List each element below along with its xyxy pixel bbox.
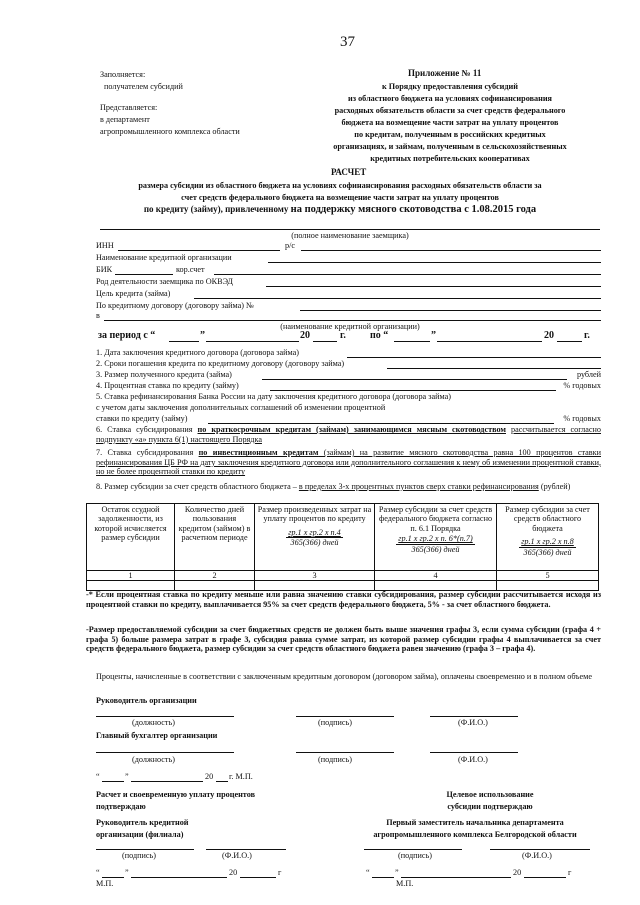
date-quote-close: ” [125, 772, 129, 781]
item-3-field[interactable] [262, 379, 567, 380]
table-header-cell: Количество дней пользования кредитом (займом) в расчетном периоде [175, 504, 255, 571]
confirm-right-1: Целевое использование [446, 790, 534, 799]
presented-label: Представляется: [100, 103, 158, 112]
period-year1: 20 [300, 330, 310, 341]
head-signature-caption: (подпись) [318, 718, 352, 727]
bottom-left-g: г [278, 868, 282, 877]
formula-col3: $\frac{\text{гр.1 х гр.2 х п.4}}{\text{365(366) дней}}$ [288, 527, 341, 548]
org-caption: (наименование кредитной организации) [280, 322, 420, 331]
purpose-label: Цель кредита (займа) [96, 289, 171, 298]
accountant-position-caption: (должность) [132, 755, 175, 764]
table-cell[interactable] [175, 581, 255, 591]
appendix-title: Приложение № 11 [408, 68, 482, 78]
item-4: 4. Процентная ставка по кредиту (займу) [96, 381, 239, 390]
deputy-fio-line[interactable] [490, 849, 590, 850]
kor-schet-field[interactable] [214, 274, 601, 275]
item-1-field[interactable] [347, 357, 601, 358]
table-header-cell: Размер произведенных затрат на уплату процентов по кредиту $\frac{\text{гр.1 х гр.2 х п.4}}{\text{365(366) дней}}$ [255, 504, 375, 571]
item-3-unit: рублей [576, 370, 601, 379]
filled-label: Заполняется: [100, 70, 146, 79]
appendix-line: к Порядку предоставления субсидий [382, 82, 518, 91]
bik-label: БИК [96, 265, 113, 274]
table-header-row [87, 504, 599, 571]
accountant-fio-caption: (Ф.И.О.) [458, 755, 488, 764]
formula-col4: $\frac{\text{гр.1 х гр.2 х п. 6*(п.7)}}{\text{365(366) дней}}$ [398, 534, 473, 554]
accountant-label: Главный бухгалтер организации [96, 731, 218, 740]
period-from-month[interactable] [206, 341, 299, 342]
period-from-label: за период с “ [98, 330, 156, 341]
bottom-right-mp: М.П. [396, 879, 414, 888]
deputy-signature-line[interactable] [364, 849, 462, 850]
page-number: 37 [340, 34, 355, 50]
borrower-name-caption: (полное наименование заемщика) [291, 231, 409, 240]
period-g1: г. [340, 330, 346, 341]
table-header-cell: Размер субсидии за счет средств федерального бюджета согласно п. 6.1 Порядка $\frac{\text{гр.1 х гр.2 х п. 6*(п.7)}}{\text{365(366) дней}}$ [375, 504, 497, 571]
period-quote: ” [200, 330, 205, 341]
inn-label: ИНН [96, 241, 114, 250]
bank-name-field[interactable] [268, 262, 601, 263]
bank-fio-line[interactable] [206, 849, 286, 850]
item-4-unit: % годовых [563, 381, 601, 390]
bottom-left-mp: М.П. [96, 879, 114, 888]
okved-field[interactable] [266, 286, 601, 287]
presented-line1: в департамент [100, 115, 150, 124]
bank-head-2: организации (филиала) [96, 830, 184, 839]
bottom-quote-close: ” [395, 868, 399, 877]
accountant-fio-line[interactable] [430, 752, 518, 753]
deputy-2: агропромышленного комплекса Белгородской области [373, 830, 577, 839]
item-7: 7. Ставка субсидирования по инвестиционным кредитам (займам) на развитие мясного скотоводства равна 100 процентов ставки рефинансирования ЦБ РФ на дату заключения кредитного договора или дополнительного соглашения к нему об изменении процентной ставки, но не более процентной ставки по кредиту [96, 448, 601, 477]
head-fio-line[interactable] [430, 716, 518, 717]
column-number: 2 [175, 571, 255, 581]
date-year-field[interactable] [216, 781, 228, 782]
title-line3: по кредиту (займу), привлеченному на поддержку мясного скотоводства с 1.08.2015 года [143, 204, 537, 215]
note-3: Проценты, начисленные в соответствии с заключенным кредитным договором (договором займа), оплачены своевременно и в полном объеме [96, 672, 592, 681]
table-cell[interactable] [255, 581, 375, 591]
accountant-position-line[interactable] [96, 752, 234, 753]
table-header-cell: Размер субсидии за счет средств областного бюджета $\frac{\text{гр.1 х гр.2 х п.8}}{\text{365(366) дней}}$ [497, 504, 599, 571]
bottom-quote-open: “ [366, 868, 370, 877]
confirm-left-2: подтверждаю [96, 802, 146, 811]
bottom-quote-open: “ [96, 868, 100, 877]
document-title: РАСЧЕТ [331, 167, 367, 177]
table-cell[interactable] [375, 581, 497, 591]
rs-field[interactable] [301, 250, 601, 251]
period-to-month[interactable] [437, 341, 542, 342]
head-position-line[interactable] [96, 716, 234, 717]
appendix-line: расходных обязательств области за счет средств федерального [334, 106, 566, 115]
bottom-right-month[interactable] [401, 877, 511, 878]
agreement-field[interactable] [300, 310, 601, 311]
period-quote: ” [431, 330, 436, 341]
accountant-signature-line[interactable] [296, 752, 394, 753]
period-to-label: по “ [370, 330, 389, 341]
period-to-year[interactable] [557, 341, 582, 342]
item-3: 3. Размер полученного кредита (займа) [96, 370, 232, 379]
note-1: -* Если процентная ставка по кредиту меньше или равна значению ставки субсидирования, размер субсидии рассчитывается исходя из процентной ставки по кредиту, выплачивается 95% за счет средств федерального бюджета, 5% - за счет областного бюджета. [86, 590, 601, 609]
bottom-quote-close: ” [125, 868, 129, 877]
bottom-left-year-field[interactable] [240, 877, 276, 878]
date-mp: г. М.П. [229, 772, 253, 781]
head-position-caption: (должность) [132, 718, 175, 727]
bottom-left-year: 20 [229, 868, 238, 877]
appendix-line: организациях, и займам, полученным в сельскохозяйственных [333, 142, 567, 151]
table-header-cell: Остаток ссудной задолженности, из которой исчисляется размер субсидии [87, 504, 175, 571]
date-year: 20 [205, 772, 214, 781]
period-from-year[interactable] [313, 341, 337, 342]
column-number: 3 [255, 571, 375, 581]
confirm-right-2: субсидии подтверждаю [447, 802, 533, 811]
bottom-left-month[interactable] [131, 877, 227, 878]
period-year2: 20 [544, 330, 554, 341]
purpose-field[interactable] [194, 298, 601, 299]
appendix-line: из областного бюджета на условиях софинансирования [348, 94, 552, 103]
date-quote-open: “ [96, 772, 100, 781]
appendix-line: бюджета на возмещение части затрат на уплату процентов [341, 118, 559, 127]
item-8: 8. Размер субсидии за счет средств областного бюджета – в пределах 3-х процентных пунктов сверх ставки рефинансирования (рублей) [96, 482, 571, 491]
bank-name-label: Наименование кредитной организации [96, 253, 232, 262]
date-day-field[interactable] [102, 781, 124, 782]
presented-line2: агропромышленного комплекса области [100, 127, 240, 136]
org-field[interactable] [104, 320, 601, 321]
deputy-signature-caption: (подпись) [398, 851, 432, 860]
title-line2: счет средств федерального бюджета на возмещение части затрат на уплату процентов [181, 193, 499, 202]
column-number: 5 [497, 571, 599, 581]
item-5-field[interactable] [208, 423, 554, 424]
appendix-line: по кредитам, полученным в российских кредитных [354, 130, 546, 139]
appendix-line: кредитных потребительских кооперативах [370, 154, 530, 163]
item-6: 6. Ставка субсидирования по краткосрочным кредитам (займам) занимающимся мясным скотоводством рассчитывается согласно подпункту «а» пункта 6(1) настоящего Порядка [96, 425, 601, 444]
item-5-line1: 5. Ставка рефинансирования Банка России на дату заключения кредитного договора (договора займа) [96, 392, 451, 401]
item-5-unit: % годовых [563, 414, 601, 423]
table-number-row [87, 571, 599, 581]
table-cell[interactable] [87, 581, 175, 591]
column-number: 1 [87, 571, 175, 581]
confirm-left-1: Расчет и своевременную уплату процентов [96, 790, 256, 799]
inn-field[interactable] [118, 250, 280, 251]
bottom-right-day[interactable] [372, 877, 394, 878]
bank-head-1: Руководитель кредитной [96, 818, 189, 827]
bank-signature-line[interactable] [96, 849, 194, 850]
filled-value: получателем субсидий [104, 82, 183, 91]
column-number: 4 [375, 571, 497, 581]
date-month-field[interactable] [131, 781, 203, 782]
item-2: 2. Сроки погашения кредита по кредитному договору (договору займа) [96, 359, 345, 368]
head-signature-line[interactable] [296, 716, 394, 717]
formula-col5: $\frac{\text{гр.1 х гр.2 х п.8}}{\text{365(366) дней}}$ [521, 537, 574, 557]
borrower-name-line[interactable] [100, 229, 600, 230]
head-label: Руководитель организации [96, 696, 197, 705]
bottom-left-day[interactable] [102, 877, 124, 878]
accountant-signature-caption: (подпись) [318, 755, 352, 764]
period-to-day[interactable] [394, 341, 430, 342]
okved-label: Род деятельности заемщика по ОКВЭД [96, 277, 233, 286]
table-cell[interactable] [497, 581, 599, 591]
rs-label: р/с [285, 241, 296, 250]
deputy-fio-caption: (Ф.И.О.) [522, 851, 552, 860]
bottom-right-year-field[interactable] [524, 877, 566, 878]
agreement-label: По кредитному договору (договору займа) № [96, 301, 254, 310]
period-g2: г. [584, 330, 590, 341]
bik-field[interactable] [115, 274, 173, 275]
bank-fio-caption: (Ф.И.О.) [222, 851, 252, 860]
subsidy-table [86, 503, 599, 591]
in-label: в [96, 311, 100, 320]
item-5-line3: ставки по кредиту (займу) [96, 414, 188, 423]
table-data-row [87, 581, 599, 591]
deputy-1: Первый заместитель начальника департамента [386, 818, 564, 827]
bank-signature-caption: (подпись) [122, 851, 156, 860]
bottom-right-g: г [568, 868, 572, 877]
period-from-day[interactable] [169, 341, 199, 342]
note-2: -Размер предоставляемой субсидии за счет бюджетных средств не должен быть выше значения графы 3, если сумма субсидии (графа 4 + графа 5) больше размера затрат в графе 3, субсидия равна сумме затрат, из которой размер субсидии графы 4 выплачивается за счет средств федерального бюджета, размер субсидии за счет средств областного бюджета равен значению (графа 3 – графа 4). [86, 625, 601, 654]
item-2-field[interactable] [387, 368, 601, 369]
kor-schet-label: кор.счет [176, 265, 205, 274]
item-4-field[interactable] [270, 390, 556, 391]
item-5-line2: с учетом даты заключения дополнительных соглашений об изменении процентной [96, 403, 386, 412]
bottom-right-year: 20 [513, 868, 522, 877]
item-1: 1. Дата заключения кредитного договора (договора займа) [96, 348, 299, 357]
title-line1: размера субсидии из областного бюджета на условиях софинансирования расходных обязательств области за [138, 181, 542, 190]
head-fio-caption: (Ф.И.О.) [458, 718, 488, 727]
